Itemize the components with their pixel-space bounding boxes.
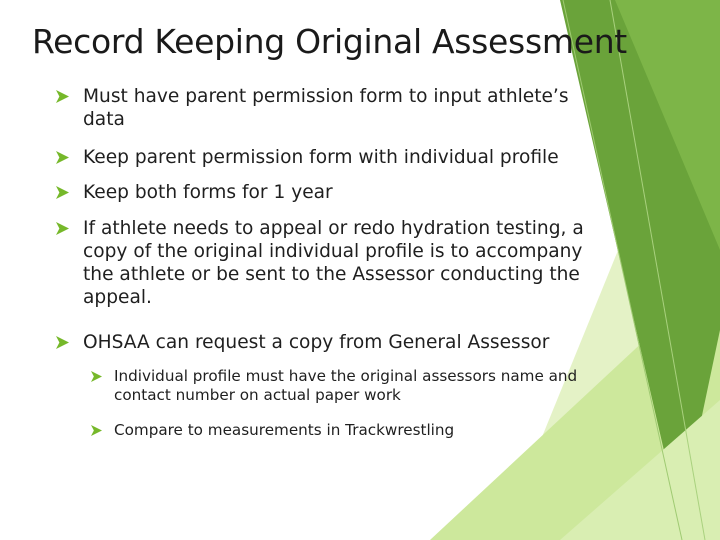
arrow-bullet-icon (91, 371, 102, 382)
bullet-text: If athlete needs to appeal or redo hydration testing, a copy of the original individual profile is to accompany the athlete or be sent to the Assessor conducting the appeal. (83, 218, 584, 308)
arrow-bullet-icon (56, 222, 69, 235)
bullet-text: OHSAA can request a copy from General Assessor (83, 332, 550, 353)
bullet-text: Must have parent permission form to input athlete’s data (83, 86, 569, 130)
sub-bullet-item (114, 367, 577, 405)
arrow-bullet-icon (56, 90, 69, 103)
bullet-item (83, 181, 333, 204)
bullet-item (83, 331, 549, 354)
sub-bullet-text: Compare to measurements in Trackwrestling (114, 421, 455, 439)
bullet-item (83, 146, 559, 169)
bullet-item (83, 85, 569, 131)
sub-bullet-item (114, 421, 454, 440)
bullet-text: Keep parent permission form with individual profile (83, 147, 559, 168)
bullet-text: Keep both forms for 1 year (83, 182, 333, 203)
sub-bullet-text: Individual profile must have the original assessors name and contact number on actual paper work (114, 367, 578, 404)
arrow-bullet-icon (56, 186, 69, 199)
bullet-item (83, 217, 584, 309)
arrow-bullet-icon (56, 336, 69, 349)
slide-title: Record Keeping Original Assessment (32, 22, 627, 61)
arrow-bullet-icon (91, 425, 102, 436)
arrow-bullet-icon (56, 151, 69, 164)
